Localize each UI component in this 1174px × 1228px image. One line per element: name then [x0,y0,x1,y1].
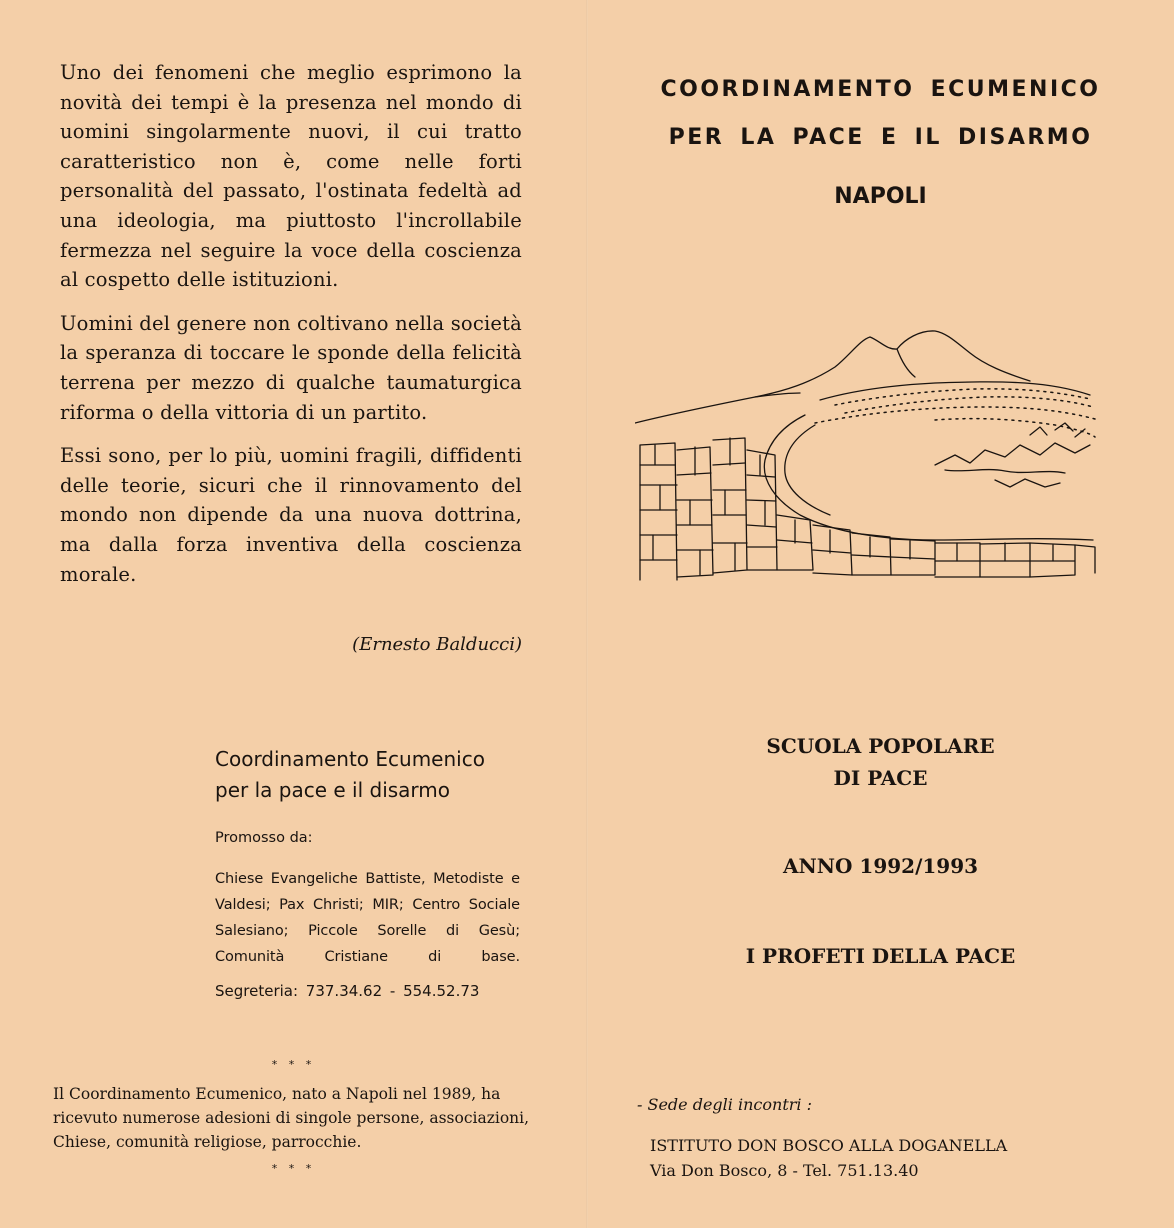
promoted-by-label: Promosso da: [215,830,313,846]
organization-name [215,744,535,806]
venue-address: Via Don Bosco, 8 - Tel. 751.13.40 [650,1161,919,1180]
course-theme: I PROFETI DELLA PACE [745,944,1016,968]
quote-paragraph-3: Essi sono, per lo più, uomini fragili, diffidenti delle teorie, sicuri che il rinnovamento del mondo non dipende da una nuova dottrina, ma dalla forza inventiva della coscienza morale. [60,444,522,586]
city-name: NAPOLI [834,184,927,209]
separator-top: * * * [271,1058,316,1071]
cover-header-line-1: COORDINAMENTO ECUMENICO [660,77,1101,102]
venue-name: ISTITUTO DON BOSCO ALLA DOGANELLA [650,1136,1008,1155]
school-title-line-2: DI PACE [833,766,928,790]
promoters-list: Chiese Evangeliche Battiste, Metodiste e Valdesi; Pax Christi; MIR; Centro Sociale Salesiano; Piccole Sorelle di Gesù; Comunità Cristiane di base. [215,871,520,965]
separator-bottom: * * * [271,1162,316,1175]
school-title [587,730,1174,794]
cover-header [587,66,1174,162]
secretariat-phone: Segreteria: 737.34.62 - 554.52.73 [215,982,480,1000]
history-note: Il Coordinamento Ecumenico, nato a Napoli nel 1989, ha ricevuto numerose adesioni di singole persone, associazioni, Chiese, comunità religiose, parrocchie. [53,1085,530,1151]
venue-details [650,1133,1130,1183]
organization-name-line-1: Coordinamento Ecumenico [215,747,485,771]
quote-author: (Ernesto Balducci) [352,634,522,655]
bay-of-naples-illustration [635,325,1100,595]
academic-year: ANNO 1992/1993 [782,854,979,878]
quote-paragraph-1: Uno dei fenomeni che meglio esprimono la novità dei tempi è la presenza nel mondo di uomini singolarmente nuovi, il cui tratto caratteristico non è, come nelle forti personalità del passato, l'ostinata fedeltà ad una ideologia, ma piuttosto l'incrollabile fermezza nel seguire la voce della coscienza al cospetto delle istituzioni. [60,61,522,292]
cover-header-line-2: PER LA PACE E IL DISARMO [668,125,1093,150]
venue-label: - Sede degli incontri : [637,1095,812,1114]
school-title-line-1: SCUOLA POPOLARE [766,734,995,758]
quote-paragraph-2: Uomini del genere non coltivano nella società la speranza di toccare le sponde della felicità terrena per mezzo di qualche taumaturgica riforma o della vittoria di un partito. [60,311,523,424]
quote-block [60,58,522,603]
organization-name-line-2: per la pace e il disarmo [215,778,451,802]
